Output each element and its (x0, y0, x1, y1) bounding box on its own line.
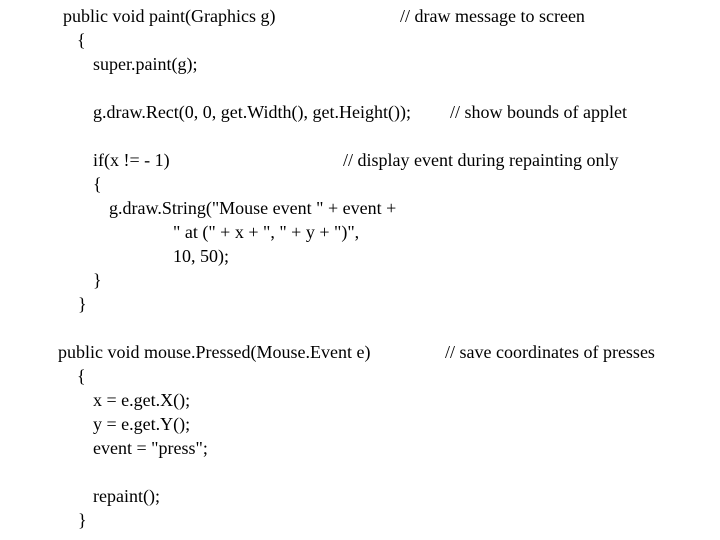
draw-string-line-3: 10, 50); (173, 246, 229, 266)
paint-close-brace: } (78, 294, 87, 314)
assign-x: x = e.get.X(); (93, 390, 191, 410)
paint-open-brace: { (77, 30, 86, 50)
repaint-call: repaint(); (93, 486, 160, 506)
draw-rect-comment: // show bounds of applet (450, 102, 627, 122)
draw-rect-call: g.draw.Rect(0, 0, get.Width(), get.Height()); (93, 102, 412, 122)
mouse-close-brace: } (78, 510, 87, 530)
mouse-pressed-comment: // save coordinates of presses (445, 342, 655, 362)
if-comment: // display event during repainting only (343, 150, 619, 170)
paint-method-signature: public void paint(Graphics g) (63, 6, 276, 26)
mouse-pressed-signature: public void mouse.Pressed(Mouse.Event e) (58, 342, 371, 362)
super-paint-call: super.paint(g); (93, 54, 198, 74)
draw-string-line-2: " at (" + x + ", " + y + ")", (173, 222, 360, 242)
assign-event: event = "press"; (93, 438, 208, 458)
paint-method-comment: // draw message to screen (400, 6, 585, 26)
if-open-brace: { (93, 174, 102, 194)
if-close-brace: } (93, 270, 102, 290)
if-condition: if(x != - 1) (93, 150, 170, 170)
mouse-open-brace: { (77, 366, 86, 386)
assign-y: y = e.get.Y(); (93, 414, 191, 434)
draw-string-line-1: g.draw.String("Mouse event " + event + (109, 198, 397, 218)
